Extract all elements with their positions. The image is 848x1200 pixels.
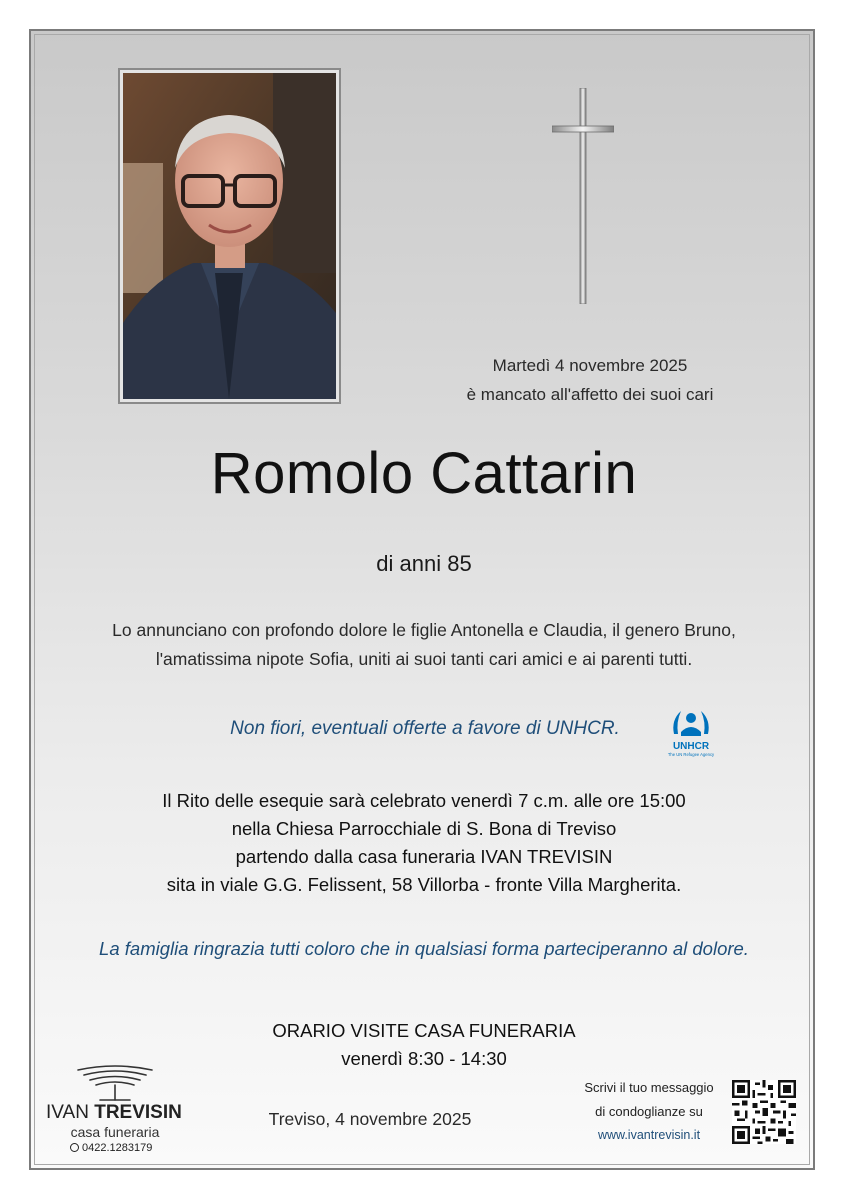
funeral-home-logo: [40, 1060, 190, 1160]
qr-code[interactable]: [732, 1080, 796, 1144]
death-date: Martedì 4 novembre 2025: [492, 356, 688, 375]
death-phrase: è mancato all'affetto dei suoi cari: [466, 385, 714, 404]
unhcr-logo: [664, 706, 718, 758]
funeral-line-3: partendo dalla casa funeraria IVAN TREVISIN: [235, 846, 613, 867]
deceased-age: di anni 85: [376, 551, 472, 576]
funeral-line-4: sita in viale G.G. Felissent, 58 Villorba - fronte Villa Margherita.: [166, 874, 682, 895]
portrait-image: [123, 73, 336, 399]
unhcr-logo-tagline: The UN Refugee Agency: [667, 752, 715, 757]
cross-icon: [552, 88, 614, 304]
funeral-line-1: Il Rito delle esequie sarà celebrato venerdì 7 c.m. alle ore 15:00: [162, 790, 686, 811]
phone-icon: [70, 1143, 79, 1152]
visits-title: ORARIO VISITE CASA FUNERARIA: [272, 1020, 576, 1041]
message-line-1: Scrivi il tuo messaggio: [584, 1080, 714, 1095]
tree-logo-icon: [70, 1060, 160, 1104]
logo-phone: 0422.1283179: [70, 1142, 152, 1154]
donation-text: Non fiori, eventuali offerte a favore di UNHCR.: [230, 718, 620, 739]
portrait-photo: [118, 68, 341, 404]
thanks-text: La famiglia ringrazia tutti coloro che in qualsiasi forma parteciperanno al dolore.: [99, 938, 749, 959]
unhcr-logo-text: UNHCR: [672, 741, 710, 752]
logo-subtitle: casa funeraria: [70, 1124, 160, 1140]
visits-hours: venerdì 8:30 - 14:30: [341, 1048, 507, 1069]
website-link[interactable]: www.ivantrevisin.it: [597, 1128, 701, 1142]
deceased-name: Romolo Cattarin: [210, 441, 638, 506]
logo-name: IVAN TREVISIN: [46, 1102, 182, 1123]
announcement-line-1: Lo annunciano con profondo dolore le figlie Antonella e Claudia, il genero Bruno,: [112, 620, 736, 640]
place-date: Treviso, 4 novembre 2025: [268, 1109, 472, 1129]
announcement-line-2: l'amatissima nipote Sofia, uniti ai suoi tanti cari amici e ai parenti tutti.: [155, 649, 693, 669]
funeral-line-2: nella Chiesa Parrocchiale di S. Bona di Treviso: [231, 818, 617, 839]
message-line-2: di condoglianze su: [595, 1104, 703, 1119]
